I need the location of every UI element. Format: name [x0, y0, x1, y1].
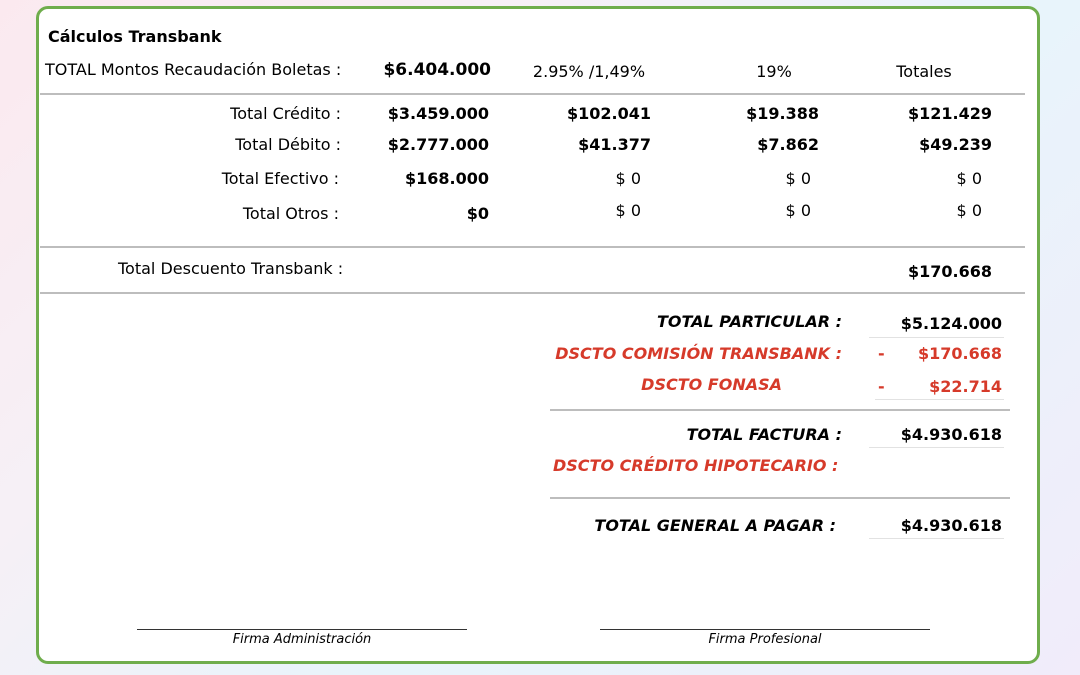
debit-total: $49.239: [919, 135, 992, 154]
divider: [550, 497, 1010, 499]
admin-signature-caption: Firma Administración: [232, 632, 372, 647]
credit-iva: $19.388: [746, 104, 819, 123]
transbank-discount-label: Total Descuento Transbank :: [118, 259, 344, 278]
totals-column-header: Totales: [896, 62, 952, 81]
invoice-total-value: $4.930.618: [900, 425, 1002, 444]
invoice-total-label: TOTAL FACTURA :: [686, 425, 842, 444]
underline: [869, 337, 1004, 338]
professional-signature-caption: Firma Profesional: [708, 632, 822, 647]
other-label: Total Otros :: [242, 204, 339, 223]
commission-discount-value: $170.668: [917, 344, 1002, 363]
other-total: $ 0: [956, 201, 982, 220]
divider: [40, 246, 1025, 248]
admin-signature-line: [137, 629, 467, 630]
credit-commission: $102.041: [566, 104, 651, 123]
debit-label: Total Débito :: [235, 135, 341, 154]
divider: [40, 292, 1025, 294]
credit-amount: $3.459.000: [387, 104, 489, 123]
iva-column-header: 19%: [756, 62, 792, 81]
debit-amount: $2.777.000: [387, 135, 489, 154]
commission-minus-sign: -: [878, 344, 885, 363]
credit-label: Total Crédito :: [230, 104, 341, 123]
boletas-total-amount: $6.404.000: [383, 60, 491, 80]
mortgage-discount-label: DSCTO CRÉDITO HIPOTECARIO :: [553, 456, 839, 475]
fonasa-discount-label: DSCTO FONASA: [641, 375, 782, 394]
particular-label: TOTAL PARTICULAR :: [656, 312, 842, 331]
professional-signature-line: [600, 629, 930, 630]
transbank-calculation-card: [36, 6, 1040, 664]
credit-total: $121.429: [907, 104, 992, 123]
grand-total-label: TOTAL GENERAL A PAGAR :: [594, 516, 836, 535]
rate-column-header: 2.95% /1,49%: [532, 62, 646, 81]
underline: [869, 447, 1004, 448]
cash-iva: $ 0: [785, 169, 811, 188]
cash-commission: $ 0: [615, 169, 641, 188]
underline: [869, 538, 1004, 539]
particular-value: $5.124.000: [900, 314, 1002, 333]
commission-discount-label: DSCTO COMISIÓN TRANSBANK :: [555, 344, 842, 363]
transbank-discount-value: $170.668: [907, 262, 992, 281]
grand-total-value: $4.930.618: [900, 516, 1002, 535]
boletas-total-label: TOTAL Montos Recaudación Boletas :: [45, 60, 342, 79]
cash-amount: $168.000: [404, 169, 489, 188]
cash-label: Total Efectivo :: [221, 169, 339, 188]
other-amount: $0: [466, 204, 489, 223]
underline: [875, 399, 1004, 400]
divider: [550, 409, 1010, 411]
debit-iva: $7.862: [757, 135, 819, 154]
other-commission: $ 0: [615, 201, 641, 220]
fonasa-minus-sign: -: [878, 377, 885, 396]
section-title: Cálculos Transbank: [48, 27, 222, 46]
fonasa-discount-value: $22.714: [929, 377, 1002, 396]
debit-commission: $41.377: [578, 135, 651, 154]
divider: [40, 93, 1025, 95]
other-iva: $ 0: [785, 201, 811, 220]
cash-total: $ 0: [956, 169, 982, 188]
